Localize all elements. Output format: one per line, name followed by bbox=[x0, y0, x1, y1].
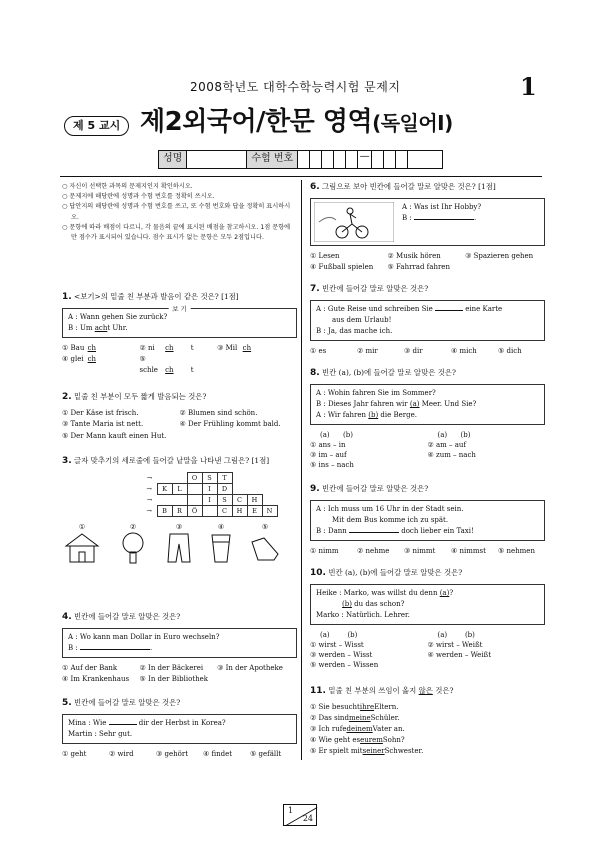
bogi-box bbox=[62, 305, 297, 338]
option[interactable]: ① es bbox=[310, 346, 327, 355]
option[interactable]: ③ Spazieren gehen bbox=[465, 252, 534, 261]
question-9 bbox=[310, 484, 545, 557]
q-text: 빈칸 (a), (b)에 들어갈 말로 알맞은 것은? bbox=[322, 368, 456, 377]
question-1 bbox=[62, 292, 297, 377]
box-line: B : Dann doch lieber ein Taxi! bbox=[316, 526, 474, 535]
q-number: 9. bbox=[310, 484, 320, 494]
option[interactable]: ③ im – auf bbox=[310, 451, 347, 460]
option[interactable]: ② Das sindmeineSchüler. bbox=[310, 714, 400, 723]
page-number: 1 bbox=[520, 72, 537, 101]
q-number: 8. bbox=[310, 368, 320, 378]
period-badge: 제 5 교시 bbox=[64, 116, 129, 136]
exam-no-cell[interactable] bbox=[384, 151, 396, 168]
option[interactable]: ③ Tante Maria ist nett. bbox=[62, 420, 144, 429]
name-field[interactable] bbox=[187, 151, 247, 168]
option[interactable]: ② In der Bäckerei bbox=[139, 663, 204, 672]
option[interactable]: ⑤ schle ch t bbox=[139, 355, 194, 375]
subject-sub: (독일어Ⅰ) bbox=[372, 111, 453, 135]
option[interactable]: ① Sie besuchtihreEltern. bbox=[310, 703, 399, 712]
footer-page: 1 bbox=[288, 806, 294, 815]
option[interactable]: ⑤ Der Mann kauft einen Hut. bbox=[62, 431, 167, 440]
q-text: 글자 맞추기의 세로줄에 들어갈 낱말을 나타낸 그림은? [1점] bbox=[74, 456, 270, 465]
options bbox=[62, 408, 297, 442]
option[interactable]: ④ glei ch bbox=[62, 355, 97, 364]
question-5 bbox=[62, 698, 297, 760]
dialog-box bbox=[62, 714, 297, 744]
option[interactable]: ③ Mil ch bbox=[217, 343, 252, 352]
q-number: 5. bbox=[62, 698, 72, 708]
option[interactable]: ④ findet bbox=[203, 749, 233, 758]
option-head: (a) (b) bbox=[320, 430, 353, 439]
option[interactable]: ⑤ Er spielt mitseinerSchwester. bbox=[310, 746, 424, 755]
option-head: (a) (b) bbox=[320, 630, 358, 639]
option[interactable]: ① Bau ch bbox=[62, 343, 97, 352]
dialog-box bbox=[62, 628, 297, 658]
dialog-box bbox=[310, 584, 545, 625]
q-text: 빈칸에 들어갈 말로 알맞은 것은? bbox=[322, 284, 429, 293]
option[interactable]: ② am – auf bbox=[427, 440, 467, 449]
subject-title bbox=[140, 106, 453, 139]
dialog-box bbox=[310, 198, 545, 246]
exam-no-cell[interactable] bbox=[408, 151, 420, 168]
box-line: (b) du das schon? bbox=[342, 600, 405, 609]
option[interactable]: ⑤ Fahrrad fahren bbox=[387, 263, 450, 272]
picture-options bbox=[62, 523, 282, 567]
dialog-box bbox=[310, 300, 545, 341]
option[interactable]: ④ Der Frühling kommt bald. bbox=[179, 420, 281, 429]
exam-no-cell[interactable] bbox=[334, 151, 346, 168]
option[interactable]: ② Musik hören bbox=[387, 252, 441, 261]
option[interactable]: ② ni ch t bbox=[139, 343, 194, 352]
options bbox=[310, 546, 545, 557]
options bbox=[310, 630, 545, 671]
box-line: Mit dem Bus komme ich zu spät. bbox=[332, 516, 449, 525]
subject-main: 제2외국어/한문 영역 bbox=[140, 107, 373, 137]
options bbox=[310, 251, 545, 273]
tree-picture[interactable]: ② bbox=[116, 523, 150, 567]
option[interactable]: ⑤ gefällt bbox=[250, 749, 282, 758]
exam-no-label: 수험 번호 bbox=[247, 151, 298, 168]
option[interactable]: ② wird bbox=[109, 749, 134, 758]
question-11 bbox=[310, 686, 545, 756]
box-line: A : Wir fahren (b) die Berge. bbox=[316, 410, 417, 419]
column-divider bbox=[301, 180, 302, 760]
box-line: B : . bbox=[68, 644, 153, 653]
option[interactable]: ① Der Käse ist frisch. bbox=[62, 409, 139, 418]
q-number: 4. bbox=[62, 612, 72, 622]
name-exam-bar bbox=[158, 150, 443, 169]
option[interactable]: ② Blumen sind schön. bbox=[179, 409, 258, 418]
box-line: A : Wo kann man Dollar in Euro wechseln? bbox=[68, 633, 220, 642]
option[interactable]: ② nehme bbox=[357, 546, 390, 555]
q-text: 밑줄 친 부분의 쓰임이 옳지 않은 것은? bbox=[328, 686, 454, 695]
glass-picture[interactable]: ④ bbox=[208, 523, 234, 567]
option[interactable]: ① nimm bbox=[310, 546, 339, 555]
box-line: B : Um acht Uhr. bbox=[68, 324, 128, 333]
options bbox=[310, 702, 545, 756]
option[interactable]: ④ werden – Weißt bbox=[427, 651, 492, 660]
trousers-picture[interactable]: ③ bbox=[164, 523, 194, 567]
exam-no-cell[interactable] bbox=[322, 151, 334, 168]
box-line: B : Ja, das mache ich. bbox=[316, 326, 393, 335]
option[interactable]: ③ dir bbox=[404, 346, 423, 355]
option[interactable]: ① wirst – Wisst bbox=[310, 640, 364, 649]
notice-item: ○ 문제지에 해당란에 성명과 수험 번호를 정확히 쓰시오. bbox=[62, 192, 294, 202]
q-text: 그림으로 보아 빈칸에 들어갈 말로 알맞은 것은? [1점] bbox=[322, 182, 496, 191]
option[interactable]: ④ Im Krankenhaus bbox=[62, 675, 130, 684]
box-line: A : Ich muss um 16 Uhr in der Stadt sein. bbox=[316, 505, 464, 514]
q-number: 2. bbox=[62, 392, 72, 402]
option[interactable]: ④ Fußball spielen bbox=[310, 263, 374, 272]
option[interactable]: ② mir bbox=[357, 346, 378, 355]
option[interactable]: ③ Ich rufedeinemVater an. bbox=[310, 724, 405, 733]
options bbox=[62, 749, 297, 760]
options bbox=[310, 430, 545, 471]
name-label: 성명 bbox=[159, 151, 187, 168]
question-4 bbox=[62, 612, 297, 685]
question-8 bbox=[310, 368, 545, 470]
option[interactable]: ⑤ dich bbox=[498, 346, 522, 355]
notice-item: ○ 문항에 따라 배점이 다르니, 각 물음의 끝에 표시된 배점을 참고하시오. 1점 문항에만 점수가 표시되어 있습니다. 점수 표시가 없는 문항은 모두 2점입니다. bbox=[62, 223, 294, 243]
q-text: 빈칸에 들어갈 말로 알맞은 것은? bbox=[322, 484, 429, 493]
q-number: 1. bbox=[62, 292, 72, 302]
option[interactable]: ③ In der Apotheke bbox=[217, 663, 283, 672]
option[interactable]: ③ gehört bbox=[156, 749, 189, 758]
crossword-grid: → O S T → K L I D → I S C H → B R Ö C H E N bbox=[142, 472, 278, 517]
question-3 bbox=[62, 456, 297, 567]
q-text: 빈칸에 들어갈 말로 알맞은 것은? bbox=[74, 698, 181, 707]
exam-no-dash: — bbox=[358, 151, 372, 168]
option[interactable]: ⑤ ins – nach bbox=[310, 461, 354, 470]
house-picture[interactable]: ① bbox=[62, 523, 102, 567]
options bbox=[310, 346, 545, 357]
option[interactable]: ④ nimmst bbox=[451, 546, 486, 555]
question-2 bbox=[62, 392, 297, 442]
exam-title: 2008학년도 대학수학능력시험 문제지 bbox=[190, 80, 401, 94]
q-text: 빈칸 (a), (b)에 들어갈 말로 알맞은 것은? bbox=[328, 568, 463, 577]
option[interactable]: ⑤ In der Bibliothek bbox=[139, 675, 209, 684]
option[interactable]: ① ans – in bbox=[310, 440, 346, 449]
footer-total: 24 bbox=[302, 814, 313, 823]
q-number: 10. bbox=[310, 568, 326, 578]
q-text: 빈칸에 들어갈 말로 알맞은 것은? bbox=[74, 612, 181, 621]
option[interactable]: ⑤ werden – Wissen bbox=[310, 661, 379, 670]
notice-item: ○ 답안지의 해당란에 성명과 수험 번호를 쓰고, 또 수험 번호와 답을 정확히 표시하시오. bbox=[62, 202, 294, 222]
exam-no-cell[interactable] bbox=[372, 151, 384, 168]
options bbox=[62, 663, 297, 685]
option[interactable]: ③ nimmt bbox=[404, 546, 436, 555]
box-line: B : . bbox=[402, 214, 477, 223]
option[interactable]: ③ werden – Wisst bbox=[310, 651, 373, 660]
question-7 bbox=[310, 284, 545, 357]
box-line: aus dem Urlaub! bbox=[332, 316, 392, 325]
box-line: Martin : Sehr gut. bbox=[68, 730, 133, 739]
box-line: A : Gute Reise und schreiben Sie eine Karte bbox=[316, 305, 503, 314]
option[interactable]: ① geht bbox=[62, 749, 87, 758]
question-6 bbox=[310, 182, 545, 274]
option-head: (a) (b) bbox=[437, 630, 475, 639]
option[interactable]: ⑤ nehmen bbox=[498, 546, 535, 555]
shoe-picture[interactable]: ⑤ bbox=[248, 523, 282, 567]
question-10 bbox=[310, 568, 545, 670]
option[interactable]: ① Auf der Bank bbox=[62, 663, 118, 672]
q-number: 11. bbox=[310, 686, 326, 696]
box-line: B : Dieses Jahr fahren wir (a) Meer. Und Sie? bbox=[316, 400, 477, 409]
option[interactable]: ② wirst – Weißt bbox=[427, 640, 483, 649]
box-line: Heike : Marko, was willst du denn (a)? bbox=[316, 589, 454, 598]
exam-no-cell[interactable] bbox=[310, 151, 322, 168]
dialog-box bbox=[310, 500, 545, 541]
exam-no-cell[interactable] bbox=[396, 151, 408, 168]
exam-no-cell[interactable] bbox=[298, 151, 310, 168]
option[interactable]: ① Lesen bbox=[310, 252, 340, 261]
options bbox=[62, 343, 297, 377]
q-text: <보기>의 밑줄 친 부분과 발음이 같은 것은? [1점] bbox=[74, 292, 239, 301]
box-line: A : Wohin fahren Sie im Sommer? bbox=[316, 389, 436, 398]
box-line: Marko : Natürlich. Lehrer. bbox=[316, 610, 410, 619]
bogi-tag: 보 기 bbox=[168, 304, 191, 314]
box-line: A : Was ist Ihr Hobby? bbox=[402, 203, 482, 212]
box-line: Mina : Wie dir der Herbst in Korea? bbox=[68, 719, 226, 728]
notice-list bbox=[62, 182, 294, 243]
notice-item: ○ 자신이 선택한 과목의 문제지인지 확인하시오. bbox=[62, 182, 294, 192]
dialog-box bbox=[310, 384, 545, 425]
page-footer bbox=[283, 804, 317, 826]
top-rule bbox=[60, 176, 542, 177]
option[interactable]: ④ zum – nach bbox=[427, 451, 476, 460]
q-number: 7. bbox=[310, 284, 320, 294]
option[interactable]: ④ Wie geht eseuremSohn? bbox=[310, 735, 405, 744]
box-line: A : Wann gehen Sie zurück? bbox=[68, 313, 168, 322]
exam-no-cell[interactable] bbox=[346, 151, 358, 168]
option[interactable]: ④ mich bbox=[451, 346, 477, 355]
q-text: 밑줄 친 부분이 모두 짧게 발음되는 것은? bbox=[74, 392, 207, 401]
option-head: (a) (b) bbox=[437, 430, 471, 439]
q-number: 6. bbox=[310, 182, 320, 192]
q-number: 3. bbox=[62, 456, 72, 466]
cyclist-picture bbox=[314, 202, 394, 242]
